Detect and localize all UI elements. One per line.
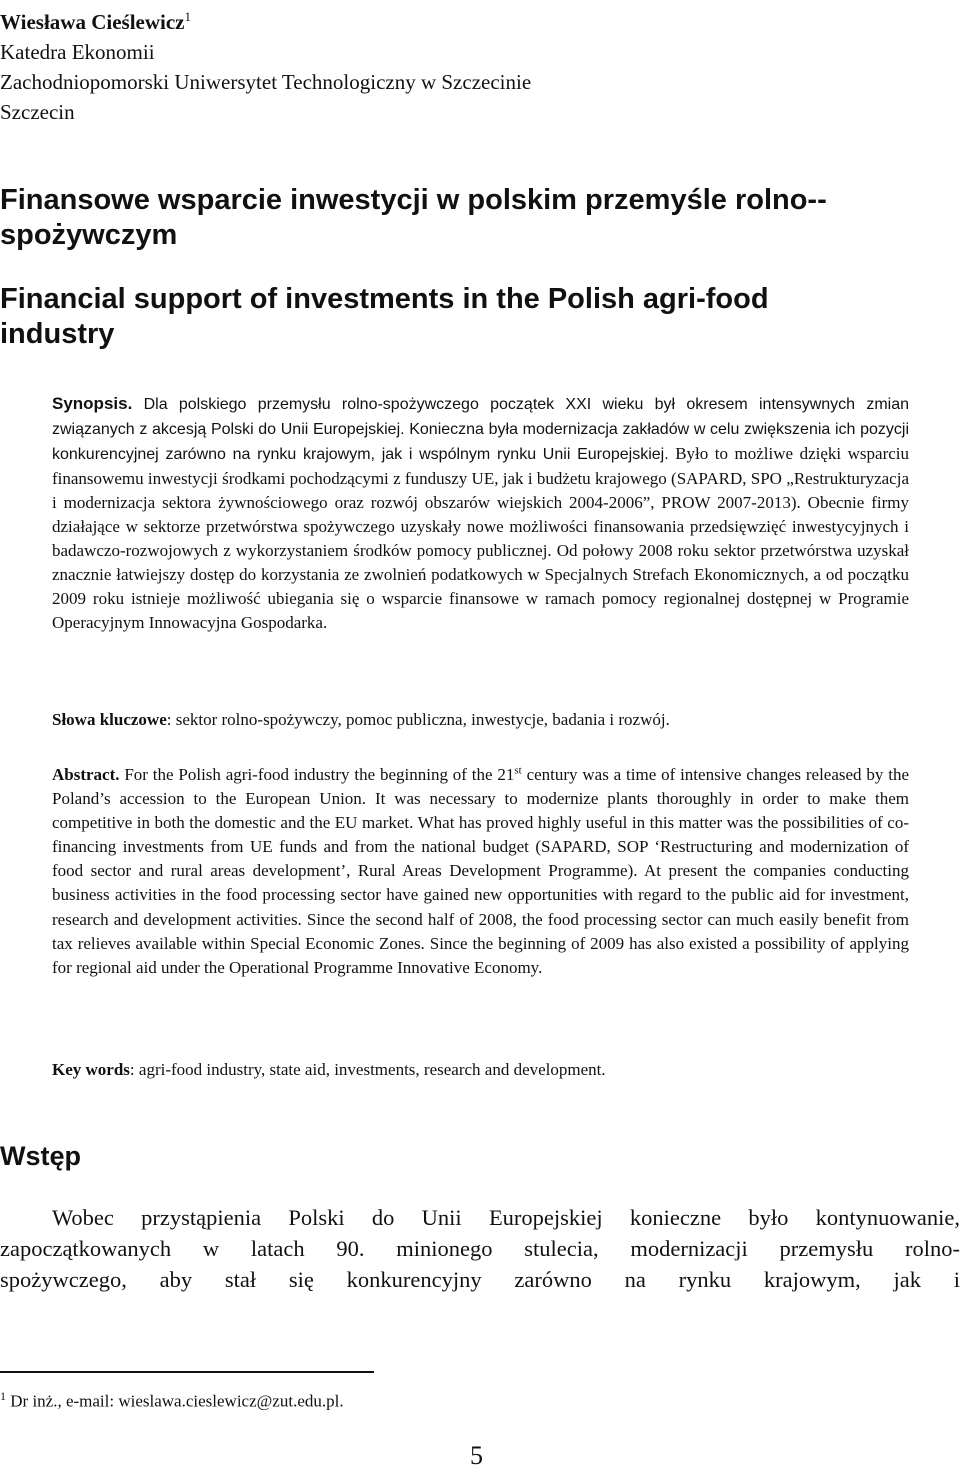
author-line [0,2,531,37]
author-city: Szczecin [0,100,75,124]
page-number: 5 [470,1441,483,1470]
author-footnote-mark: 1 [184,9,191,24]
footnote-divider [0,1371,374,1373]
intro-line: spożywczego, aby stał się konkurencyjny zarówno na rynku krajowym, jak i [0,1267,960,1292]
author-block [0,2,531,127]
synopsis-text-part1: Dla polskiego przemysłu rolno-spożywczego początek XXI wieku był okresem intensywnych zmian związanych z akcesją Polski do Unii Europejskiej. Konieczna była modernizacja zakładów w celu zwiększenia ich pozycji konkurencyjnej zarówno na rynku krajowym, jak i wspólnym rynku Unii Europejskiej. [52,396,909,463]
intro-paragraph [0,1202,960,1295]
keywords-english-text: : agri-food industry, state aid, investments, research and development. [129,1060,606,1079]
synopsis-label: Synopsis. [52,394,133,413]
title-english: Financial support of investments in the Polish agri-food industry [0,283,769,350]
abstract-text-rest: century was a time of intensive changes released by the Poland’s accession to the European Union. It was necessary to modernize plants thoroughly in order to make them competitive in both the domestic and the EU market. What has proved highly useful in this matter was the possibilities of co-financing investments from UE funds and from the national budget (SAPARD, SOP ‘Restructuring and modernization of food sector and rural areas development’, Rural Areas Development Programme). At present the companies conducting business activities in the food processing sector have gained new opportunities with regard to the public aid for investment, research and development activities. Since the second half of 2008, the food processing sector can much easily benefit from tax relieves available within Special Economic Zones. Since the beginning of 2009 has also existed a possibility of applying for regional aid under the Operational Programme Innovative Economy. [52,765,909,977]
synopsis-text-part2: Było to możliwe dzięki wsparciu finansowemu inwestycji środkami pochodzącymi z funduszy UE, jak i budżetu krajowego (SAPARD, SPO „Restrukturyzacja i modernizacja sektora żywnościowego oraz rozwój obszarów wiejskich 2004-2006”, PROW 2007-2013). Obecnie firmy działające w sektorze przetwórstwa spożywczego uzyskały nowe możliwości finansowania przedsięwzięć inwestycyjnych i badawczo-rozwojowych z wykorzystaniem środków pomocy publicznej. Od połowy 2008 roku sektor przetwórstwa uzyskał znacznie łatwiejszy dostęp do korzystania ze zwolnień podatkowych w Specjalnych Strefach Ekonomicznych, a od początku 2009 roku istnieje możliwość ubiegania się o wsparcie finansowe w ramach pomocy regionalnej dostępnej w Programie Operacyjnym Innowacyjna Gospodarka. [52,444,909,632]
author-university: Zachodniopomorski Uniwersytet Technologiczny w Szczecinie [0,70,532,94]
title-polish: Finansowe wsparcie inwestycji w polskim przemyśle rolno--spożywczym [0,184,827,251]
abstract-label: Abstract. [52,765,120,784]
intro-line [0,1202,960,1233]
section-heading: Wstęp [0,1141,81,1171]
abstract-paragraph [52,763,909,980]
abstract-ordinal-suffix: st [514,764,522,777]
synopsis-paragraph [52,392,909,635]
footnote [0,1384,344,1414]
intro-line-text: Wobec przystąpienia Polski do Unii Europejskiej konieczne było kontynuowanie, [52,1205,960,1230]
footnote-mark: 1 [0,1389,6,1403]
keywords-polish [52,708,912,732]
keywords-polish-text: : sektor rolno-spożywczy, pomoc publiczna, inwestycje, badania i rozwój. [166,710,670,729]
keywords-english-label: Key words [52,1060,130,1079]
abstract-text-start: For the Polish agri-food industry the beginning of the 21 [119,765,515,784]
author-department: Katedra Ekonomii [0,40,155,64]
title-block [0,183,940,352]
footnote-text: Dr inż., e-mail: wieslawa.cieslewicz@zut.edu.pl. [6,1391,344,1411]
intro-line: zapoczątkowanych w latach 90. minionego stulecia, modernizacji przemysłu rolno- [0,1236,960,1261]
author-name: Wiesława Cieślewicz [0,10,185,34]
keywords-english [52,1058,912,1082]
keywords-polish-label: Słowa kluczowe [52,710,167,729]
